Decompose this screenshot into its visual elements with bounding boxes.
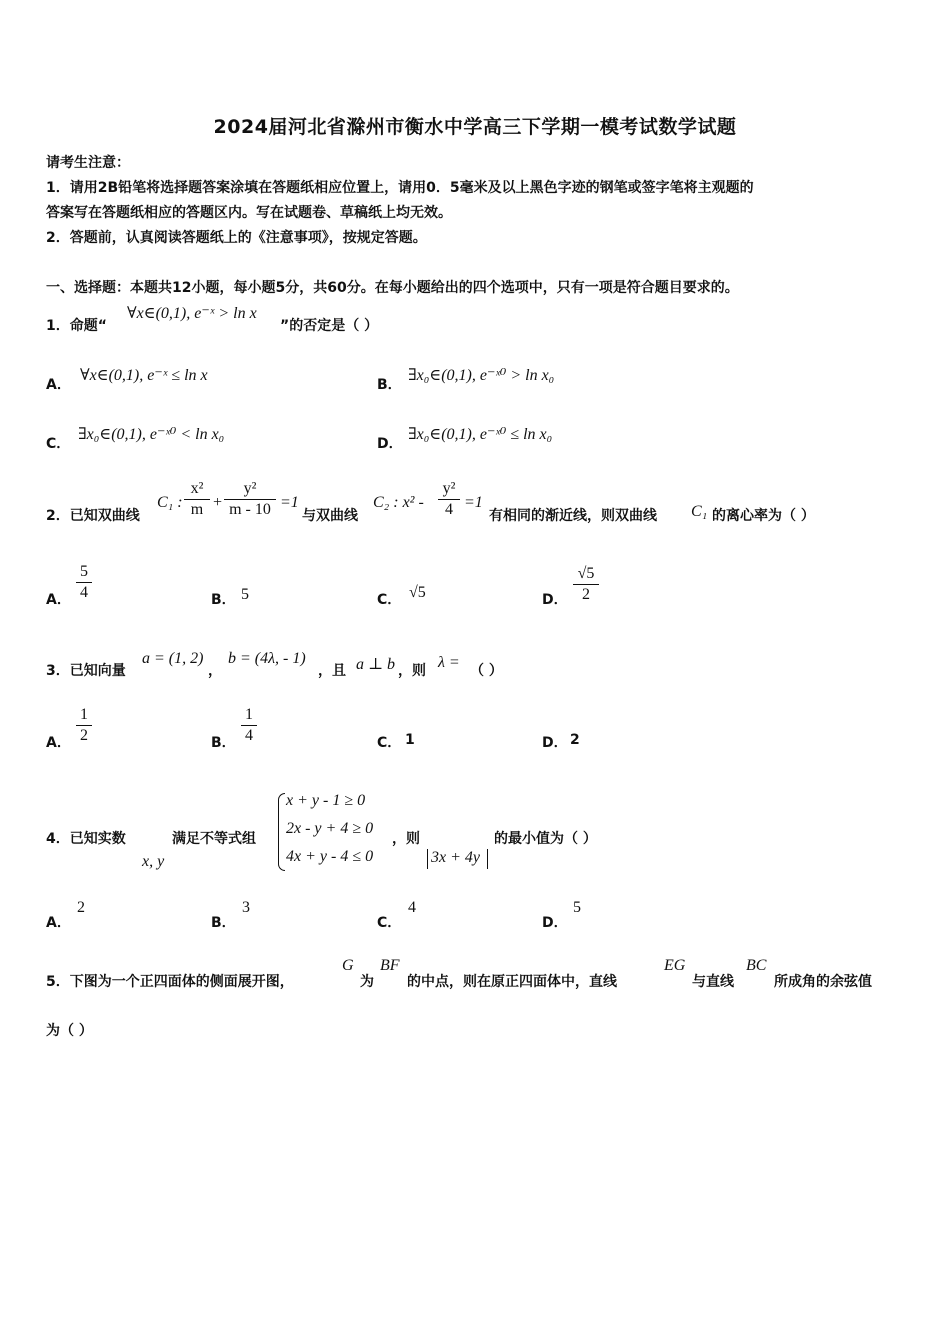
q4-expression: 3x + 4y [431,849,480,866]
q2-option-c: √5 [409,584,426,601]
q3-vector-a: a = (1, 2) [142,650,204,667]
q3-option-c: 1 [405,732,415,748]
q2-suffix-1: 有相同的渐近线，则双曲线 [489,508,657,524]
q4-option-b: 3 [242,899,250,916]
q3-option-b [241,706,257,745]
q4-mid: 满足不等式组 [172,831,256,847]
q4-vars: x, y [142,853,165,870]
page-title: 2024届河北省滁州市衡水中学高三下学期一模考试数学试题 [213,116,737,138]
q4-abs-left [427,849,428,869]
q2-fraction-1-num: x² [190,480,204,497]
q2-option-d-label: D． [542,592,568,608]
q1-option-d: ∃x₀∈(0,1), e⁻ˣ⁰ ≤ ln x₀ [408,426,553,443]
q2-c2: C₂ : x² - [373,494,424,511]
q4-option-b-label: B． [211,915,236,931]
q5-line-eg: EG [664,957,686,974]
q1-option-c-label: C． [46,436,71,452]
q3-option-a-num: 1 [80,706,88,723]
q2-prefix: 2．已知双曲线 [46,508,140,524]
q1-option-d-label: D． [377,436,403,452]
q3-and: ，且 [318,663,346,679]
q3-perp: a ⊥ b [356,656,396,673]
q2-plus: + [212,494,223,511]
q2-eq1: =1 [280,494,299,511]
q1-suffix: ”的否定是（ ） [280,318,379,334]
q3-prefix: 3．已知向量 [46,663,126,679]
q4-option-d-label: D． [542,915,568,931]
q3-option-b-label: B． [211,735,236,751]
q4-then: ，则 [392,831,420,847]
q2-eq2: =1 [464,494,483,511]
q4-option-c: 4 [408,899,416,916]
q4-inequality-1: x + y - 1 ≥ 0 [286,792,366,809]
q4-system-brace [278,793,285,871]
notice-line-2: 答案写在答题纸相应的答题区内。写在试题卷、草稿纸上均无效。 [46,205,452,221]
q4-option-c-label: C． [377,915,402,931]
q3-suffix: （ ） [470,663,503,679]
q1-option-b-label: B． [377,377,402,393]
q2-fraction-2 [224,480,276,519]
q5-mid-1: 的中点，则在原正四面体中，直线 [407,974,617,990]
q2-option-a-den: 4 [80,584,88,601]
q4-inequality-2: 2x - y + 4 ≥ 0 [286,820,374,837]
q3-option-c-label: C． [377,735,402,751]
q1-option-c: ∃x₀∈(0,1), e⁻ˣ⁰ < ln x₀ [78,426,225,443]
q4-abs-right [487,849,488,869]
q2-option-b: 5 [241,586,249,603]
q2-option-d-den: 2 [582,586,590,603]
q3-then: ，则 [398,663,426,679]
q2-option-a-num: 5 [80,563,88,580]
q2-option-a-label: A． [46,592,71,608]
notice-line-3: 2．答题前，认真阅读答题纸上的《注意事项》，按规定答题。 [46,230,427,246]
q2-fraction-2-num: y² [243,480,257,497]
q1-option-a-label: A． [46,377,71,393]
q2-fraction-3 [438,480,460,519]
section-heading: 一、选择题：本题共12小题，每小题5分，共60分。在每小题给出的四个选项中，只有一项是符合题目要求的。 [46,280,739,296]
q2-fraction-1-den: m [190,501,204,518]
q5-line-bc: BC [746,957,767,974]
q3-vector-b: b = (4λ, - 1) [228,650,306,667]
q4-option-d: 5 [573,899,581,916]
q3-lambda: λ = [438,654,460,671]
q2-option-b-label: B． [211,592,236,608]
q5-mid-2: 与直线 [692,974,734,990]
q4-prefix: 4．已知实数 [46,831,126,847]
q4-option-a-label: A． [46,915,71,931]
q4-suffix: 的最小值为（ ） [494,831,597,847]
q2-fraction-3-den: 4 [445,501,453,518]
q2-fraction-3-num: y² [442,480,456,497]
q2-option-d [573,565,599,604]
q3-option-a-label: A． [46,735,71,751]
q5-suffix: 所成角的余弦值 [774,974,872,990]
q3-option-b-den: 4 [245,727,253,744]
q1-formula: ∀x∈(0,1), e⁻ˣ > ln x [127,305,257,322]
q5-point-g: G [342,957,354,974]
q2-option-a [76,563,92,602]
q1-option-a: ∀x∈(0,1), e⁻ˣ ≤ ln x [80,367,208,384]
q2-c1b: C₁ [691,503,708,520]
q1-option-b: ∃x₀∈(0,1), e⁻ˣ⁰ > ln x₀ [408,367,555,384]
q4-option-a: 2 [77,899,85,916]
q2-c1: C₁ : [157,494,183,511]
q3-option-d-label: D． [542,735,568,751]
q2-option-c-label: C． [377,592,402,608]
q3-option-a [76,706,92,745]
q2-mid: 与双曲线 [302,508,358,524]
q5-line-2: 为（ ） [46,1023,93,1039]
q2-suffix-2: 的离心率为（ ） [712,508,815,524]
notice-heading: 请考生注意： [46,155,130,171]
q3-option-b-num: 1 [245,706,253,723]
q2-option-d-num: √5 [577,565,595,582]
notice-line-1: 1．请用2B铅笔将选择题答案涂填在答题纸相应位置上，请用0．5毫米及以上黑色字迹的钢笔或签字笔将主观题的 [46,180,754,196]
q5-wei: 为 [360,974,374,990]
q3-comma: ， [208,663,222,679]
q5-prefix: 5．下图为一个正四面体的侧面展开图， [46,974,294,990]
q5-segment-bf: BF [380,957,400,974]
q3-option-d: 2 [570,732,580,748]
q2-fraction-1 [184,480,210,519]
q4-inequality-3: 4x + y - 4 ≤ 0 [286,848,374,865]
q3-option-a-den: 2 [80,727,88,744]
q1-prefix: 1．命题“ [46,318,107,334]
q2-fraction-2-den: m - 10 [229,501,271,518]
